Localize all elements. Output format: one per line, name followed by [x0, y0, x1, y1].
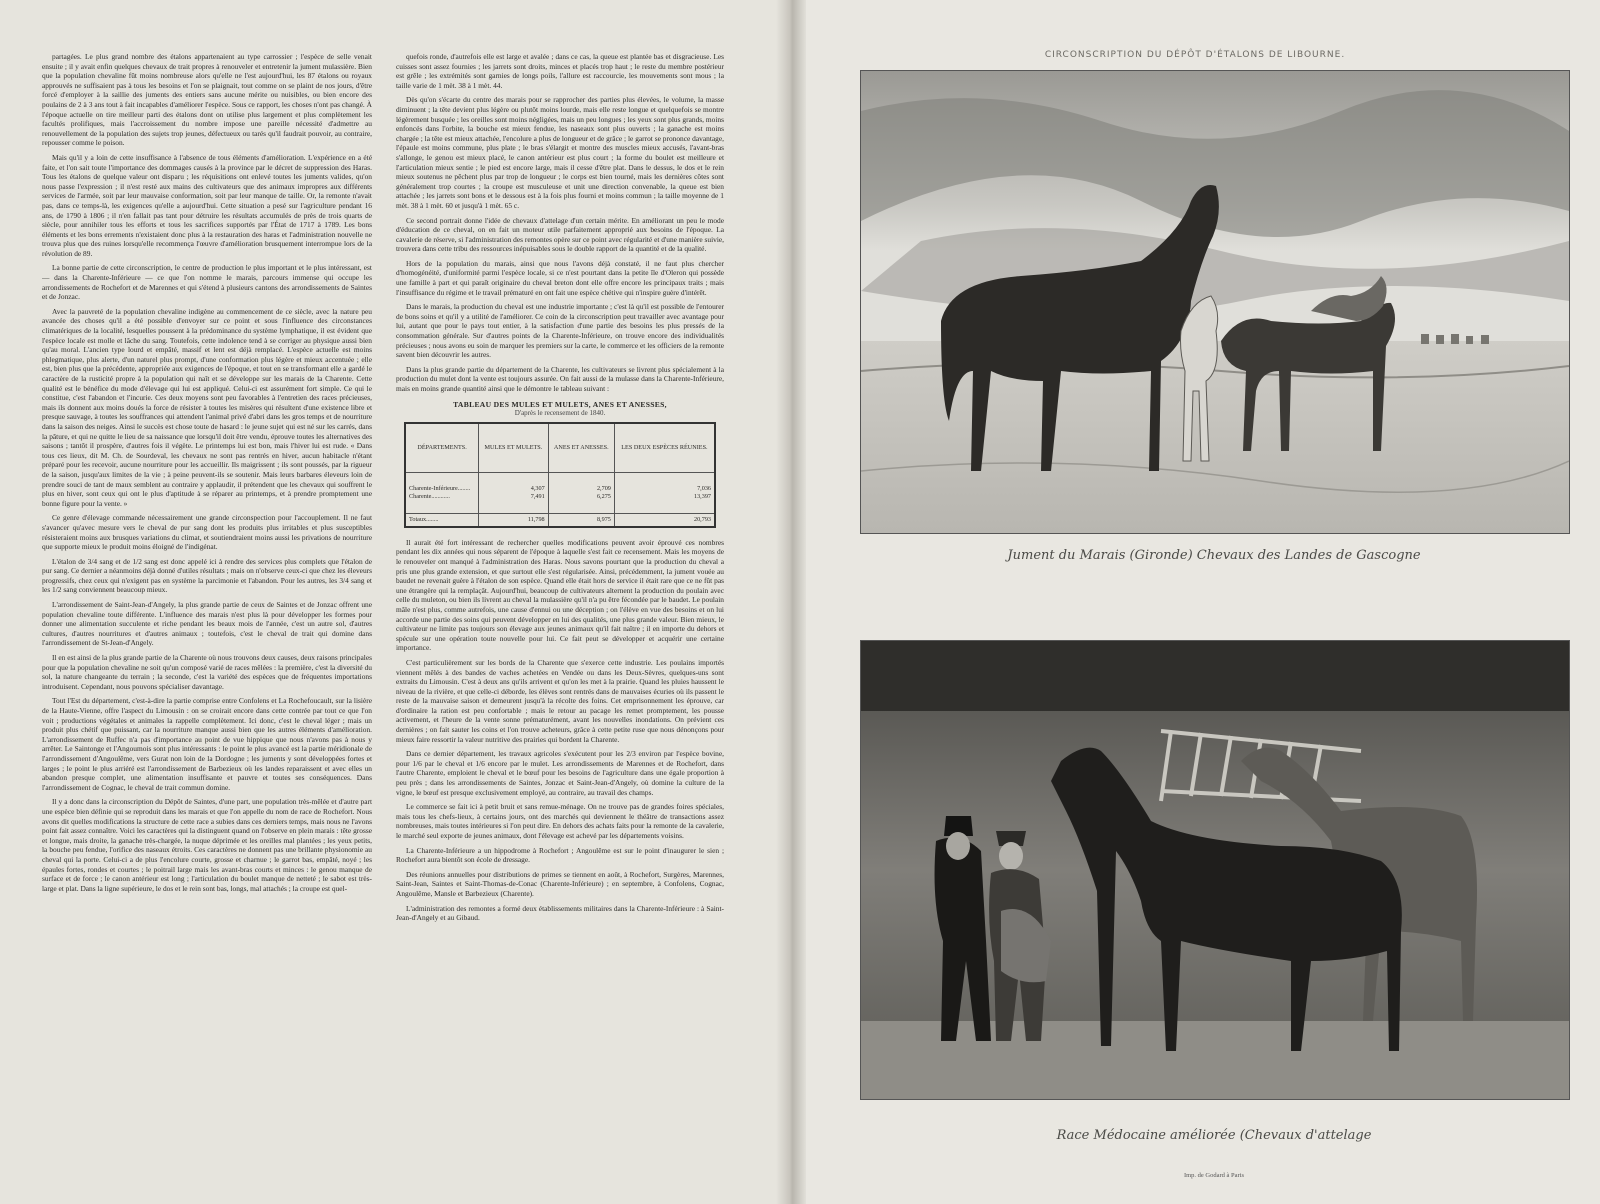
paragraph: Mais qu'il y a loin de cette insuffisance à l'absence de tous éléments d'amélioration. L'expérience en a été faite, et l'on sait toute l'importance des dommages causés à la province par le décret de suppression des Haras. Tous les étalons de quelque valeur ont disparu ; les réquisitions ont enlevé toutes les juments valides, qu'on nous passe l'expression ; il n'est resté aux mains des cultivateurs que des animaux impropres aux différents services de l'armée, soit par leur mauvaise conformation, soit par leur manque de taille. Or, la remonte n'avait pas, dans ce temps-là, les exigences qu'elle a aujourd'hui. Cette situation a pesé sur l'agriculture pendant 16 ans, de 1790 à 1806 ; il n'en fallait pas tant pour détruire les résultats accumulés de près de trois quarts de siècle, pour annihiler tous les efforts et tous les sacrifices supportés par l'État de 1717 à 1789. Les bons éléments et les bons errements n'existaient donc plus à la restauration des haras et l'administration nouvelle ne trouva plus que des ruines lorsqu'elle recommença l'œuvre d'amélioration brusquement interrompue lors de la révolution de 89. [42, 152, 372, 258]
paragraph: Tout l'Est du département, c'est-à-dire la partie comprise entre Confolens et La Rochefoucault, sur la lisière de la Haute-Vienne, offre l'aspect du Limousin : on se croirait encore dans cette contrée par tout ce que l'on voit ; productions végétales et animales la rappelle complètement. Ici donc, c'est le cheval léger ; mais un produit plus chétif que puissant, car la nourriture manque aussi bien que les autres éléments d'amélioration. L'arrondissement de Ruffec n'a pas d'importance au point de vue hippique que nous n'avons pas à nous y arrêter. Le Saintonge et l'Angoumois sont plus intéressants : le point le plus avancé est la partie méridionale de l'arrondissement d'Angoulême, vers Gurat non loin de la Dordogne ; les juments y sont développées fortes et larges ; le point le plus arriéré est l'arrondissement de Barbezieux où les landes reparaissent et avec elles un abandon presque complet, une alimentation insuffisante et pauvre et toutes ses conséquences. Dans l'arrondissement de Cognac, le cheval de trait commun domine. [42, 696, 372, 792]
text-column-left [42, 52, 372, 1142]
lithograph-illustration [861, 641, 1569, 1099]
paragraph: Ce second portrait donne l'idée de chevaux d'attelage d'un certain mérite. En améliorant un peu le mode d'éducation de ce cheval, on en fait un moteur utile parfaitement approprié aux besoins de l'époque. La cavalerie de réserve, si l'administration des remontes opère sur ce point avec régularité et d'une manière suivie, trouvera dans cette tribu des ressources inépuisables sous le double rapport de la quantité et de la qualité. [396, 215, 724, 254]
value: 4,307 [530, 484, 545, 492]
value: 11,798 [479, 513, 549, 527]
paragraph: L'étalon de 3/4 sang et de 1/2 sang est donc appelé ici à rendre des services plus complets que l'étalon de pur sang. Ce dernier a néanmoins déjà donné d'utiles résultats ; mais on n'observe ceux-ci que chez les éleveurs progressifs, chez ceux qui n'exigent pas en système la parcimonie et l'abandon. Pour les autres, les 3/4 sang et les 1/2 sang conviennent beaucoup mieux. [42, 556, 372, 595]
total-cell [614, 472, 715, 513]
table-row [405, 472, 715, 513]
value: 8,975 [548, 513, 614, 527]
paragraph: Dès qu'on s'écarte du centre des marais pour se rapprocher des parties plus élevées, le volume, la masse diminuent ; la tête devient plus légère ou plutôt moins lourde, mais elle reste longue et quelquefois se montre légèrement busquée ; les oreilles sont moins négligées, mais un peu longues ; les yeux sont plus grands, moins enfoncés dans l'orbite, la bouche est mieux fendue, les naseaux sont plus ouverts ; la ganache est moins chargée ; la tête est mieux attachée, l'encolure a plus de longueur et de grâce ; le garrot se prononce davantage, l'épaule est moins commune, plus plate ; le bras s'élargit et montre des muscles mieux accusés, l'avant-bras s'allonge, le genou est mieux placé, le canon antérieur est plus court ; la forme du boulet est meilleure et l'articulation mieux sentie ; le pied est encore large, mais il cesse d'être plat. Dans le dessus, le dos et le rein mieux soutenus ne pêchent plus par trop de longueur ; le corps est bien tourné, mais les dernières côtes sont généralement trop courtes ; la croupe est musculeuse et unit une direction convenable, la queue est bien attachée ; les jarrets sont bons et le dessous est à la fois plus fourni et moins commun ; la taille moyenne de 1 mèt. 38 à 1 mèt. 60 et jusqu'à 1 mèt. 65 c. [396, 95, 724, 210]
plate-caption: Jument du Marais (Gironde) Chevaux des Landes de Gascogne [1007, 548, 1421, 563]
paragraph: Il y a donc dans la circonscription du Dépôt de Saintes, d'une part, une population très-mêlée et d'autre part une espèce bien définie qui se reproduit dans les marais et que l'on appelle du nom de race de Rochefort. Nous avons dit quelles modifications la structure de cette race a subies dans ces derniers temps, mais nous ne l'avons point fait assez connaître. Voici les caractères qui la distinguent quand on l'observe en plein marais : tête grosse et longue, mais droite, la ganache très-chargée, la nuque déprimée et les oreilles mal plantées ; les yeux petits, la bouche peu fendue, l'orifice des naseaux étroits. Ces caractères ne donnent pas une brillante physionomie au cheval qui la porte. Celui-ci a de plus l'encolure courte, grosse et charnue ; le garrot bas, empâté, noyé ; les épaules fortes, rondes et courtes ; le poitrail large mais les avant-bras courts et minces : le genou manque de surface et de force ; le canon antérieur est long ; l'articulation du boulet manque de netteté ; le sabot est très-large et plat. Dans la ligne supérieure, le dos et le rein sont bas, longs, mal attachés ; la croupe est quel- [42, 797, 372, 893]
printer-imprint: Imp. de Godard à Paris [1183, 1172, 1245, 1179]
lithograph-plate-mares [860, 70, 1570, 534]
value: 6,275 [596, 492, 611, 500]
plate-caption: Race Médocaine améliorée (Chevaux d'attelage [1056, 1128, 1372, 1143]
column-header: ANES ET ANESSES. [548, 423, 614, 473]
paragraph: Dans ce dernier département, les travaux agricoles s'exécutent pour les 2/3 environ par l'espèce bovine, pour 1/6 par le cheval et 1/6 encore par le mulet. Les arrondissements de Marennes et de Rochefort, dans l'autre Charente, emploient le cheval et le bœuf pour les besoins de l'agriculture dans une égale proportion à peu près ; dans les arrondissements de Saintes, Jonzac et Saint-Jean-d'Angely, où domine la culture de la vigne, le bœuf est presque exclusivement employé, au contraire, au travail des champs. [396, 749, 724, 797]
department-cell: Charente-Inférieure........ Charente............ [405, 472, 479, 513]
paragraph: La Charente-Inférieure a un hippodrome à Rochefort ; Angoulême est sur le point d'inaugurer le sien ; Rochefort aura bientôt son école de dressage. [396, 845, 724, 865]
left-page [0, 0, 790, 1204]
table-header-row [405, 423, 715, 473]
paragraph: L'arrondissement de Saint-Jean-d'Angely, la plus grande partie de ceux de Saintes et de Jonzac offrent une population chevaline toute différente. L'influence des marais n'est plus là pour développer les formes pour donner une alimentation succulente et riche pendant les beaux mois de l'année, c'est un autre sol, d'autres cultures, d'autres nourritures et d'autres animaux ; toutefois, c'est le cheval de trait qui domine dans l'arrondissement de St-Jean-d'Angely. [42, 600, 372, 648]
lithograph-illustration [861, 71, 1569, 533]
lithograph-plate-carriage-horses [860, 640, 1570, 1100]
paragraph: Ce genre d'élevage commande nécessairement une grande circonspection pour l'accouplement. Il ne faut s'avancer qu'avec mesure vers le cheval de pur sang dont les produits plus irritables et plus susceptibles résisteraient moins aux brusques variations du climat, et soutiendraient moins aussi les privations de nourriture que supporte mieux le produit moins éloigné de l'indigénat. [42, 513, 372, 552]
paragraph: Il aurait été fort intéressant de rechercher quelles modifications peuvent avoir éprouvé ces nombres pendant les dix années qui nous séparent de l'époque à laquelle s'est fait ce recensement. Mais les moyens de le renouveler ont manqué à l'administration des Haras. Nous savons pourtant que la production du cheval a pris une plus grande extension, et que surtout elle s'est régularisée. Ainsi, précédemment, la jument vouée au baudet ne revenait guère à l'étalon de son espèce. Quand elle était hors de service il était rare que ce ne fût pas une étrangère qui la remplaçât. Aujourd'hui, beaucoup de cultivateurs alternent la production du poulain avec celle du muleton, ou bien ils livrent au cheval la mulassière qu'il n'a pu être fécondée par le baudet. Le poulain mâle n'est plus, comme autrefois, une cause d'ennui ou une déception ; on l'élève en vue des besoins et on lui accorde une partie des soins qui peuvent développer en lui des qualités, une plus grande valeur. Bien mieux, le cultivateur ne limite pas toujours son élevage aux jeunes animaux qu'il fait naître ; il en importe du dehors et spécule sur une opération toute nouvelle pour lui. Ce fait peut se développer et acquérir une certaine importance. [396, 537, 724, 653]
paragraph: partagées. Le plus grand nombre des étalons appartenaient au type carrossier ; l'espèce de selle venait ensuite ; il y avait enfin quelques chevaux de trait propres à renouveler et entretenir la jument mulassière. Bien que la population chevaline fût moins nombreuse alors qu'elle ne l'est aujourd'hui, les 87 étalons ou royaux approuvés ne suffisaient pas à tous les besoins et l'on se plaignait, tout comme on se plaint de nos jours, d'être forcé d'employer à la saillie des juments des entiers sans aucune mérite ou nuisibles, ou bien encore des poulains de 2 à 3 ans tout à fait incapables d'améliorer l'espèce. Sous ce rapport, les choses n'ont pas changé. À l'époque actuelle on tire meilleur parti des étalons dont on utilise plus largement et plus complètement les facultés prolifiques, mais l'accroissement du nombre impose une pareille nécessité d'admettre au renouvellement de la population des sujets trop jeunes, défectueux ou tarés qu'il faudrait pouvoir, au contraire, repousser comme le poison. [42, 52, 372, 148]
totals-label: Totaux........ [405, 513, 479, 527]
running-header: CIRCONSCRIPTION DU DÉPÔT D'ÉTALONS DE LIBOURNE. [1044, 50, 1346, 60]
paragraph: Dans le marais, la production du cheval est une industrie importante ; c'est là qu'il est possible de l'entourer de bons soins et qu'il y a utilité de l'améliorer. Ce coin de la circonscription peut travailler avec avantage pour lui, autant que pour le pays tout entier, à la satisfaction d'une partie des besoins les plus pressés de la consommation générale. Sur d'autres points de la Charente-Inférieure, on trouve encore des individualités précieuses ; nous avons eu soin de marquer les premiers sur la carte, le commerce et les officiers de la remonte savent bien découvrir les autres. [396, 302, 724, 360]
paragraph: Des réunions annuelles pour distributions de primes se tiennent en août, à Rochefort, Surgères, Marennes, Saint-Jean, Saintes et Saint-Thomas-de-Conac (Charente-Inférieure) ; en septembre, à Confolens, Cognac, Angoulême, Mansle et Barbezieux (Charente). [396, 869, 724, 898]
department-name: Charente-Inférieure [409, 484, 458, 492]
column-header: DÉPARTEMENTS. [405, 423, 479, 473]
paragraph: C'est particulièrement sur les bords de la Charente que s'exerce cette industrie. Les poulains importés viennent mêlés à des bandes de vaches achetées en Vendée ou dans les Deux-Sèvres, quelques-uns sont extraits du Limousin. C'est à deux ans qu'ils arrivent et qu'on les met à la prairie. Quand les pluies haussent le niveau de la rivière, et que celle-ci déborde, les élèves sont rentrés dans de mauvaises écuries où ils passent le reste de la mauvaise saison et demeurent jusqu'à la récolte des foins. Cet emprisonnement les éprouve, car d'ordinaire la ration est peu confortable ; mais le retour au pacage les remet promptement, les pousse activement, et l'heure de la vente sonne prématurément, avant les nouvelles inondations. On prévient ces dernières ; on fait sauter les coins et l'on trouve acheteurs, grâce à cette petite ruse que nous dénonçons pour mieux faire ressortir la valeur nutritive des prairies qui bordent la Charente. [396, 657, 724, 744]
value: 20,793 [614, 513, 715, 527]
statistics-table [404, 422, 716, 528]
mules-cell [479, 472, 549, 513]
paragraph: Dans la plus grande partie du département de la Charente, les cultivateurs se livrent plus spécialement à la production du mulet dont la vente est toujours assurée. On fait aussi de la mulasse dans la Charente-Inférieure, mais en moins grande quantité ainsi que le démontre le tableau suivant : [396, 364, 724, 393]
table-title: TABLEAU DES MULES ET MULETS, ANES ET ANESSES, [453, 399, 667, 409]
paragraph: L'administration des remontes a formé deux établissements militaires dans la Charente-Inférieure : à Saint-Jean-d'Angely et au Gibaud. [396, 903, 724, 923]
text-column-right [396, 52, 724, 1132]
anes-cell [548, 472, 614, 513]
table-totals-row [405, 513, 715, 527]
paragraph: La bonne partie de cette circonscription, le centre de production le plus important et le plus intéressant, est — dans la Charente-Inférieure — ce que l'on nomme le marais, parcours immense qui occupe les arrondissements de Rochefort et de Marennes et qui s'étend à plusieurs cantons des arrondissements de Saintes et de Jonzac. [42, 263, 372, 302]
paragraph: Le commerce se fait ici à petit bruit et sans remue-ménage. On ne trouve pas de grandes foires spéciales, mais tous les chefs-lieux, à certains jours, ont des marchés qui deviennent le théâtre de transactions assez nombreuses, mais toutes intérieures si l'on peut dire. En dehors des achats faits pour la remonte de la cavalerie, le marché seul exporte de jeunes animaux, dont l'élevage est achevé par les départements voisins. [396, 802, 724, 840]
value: 7,491 [530, 492, 545, 500]
totals-label-text: Totaux [409, 515, 427, 523]
value: 7,036 [697, 484, 711, 492]
column-header: MULES ET MULETS. [479, 423, 549, 473]
value: 13,397 [693, 492, 711, 500]
paragraph: quefois ronde, d'autrefois elle est large et avalée ; dans ce cas, la queue est plantée bas et disgracieuse. Les cuisses sont assez fournies ; les jarrets sont droits, minces et placés trop haut ; le reste du membre postérieur est grêle ; les extrémités sont garnies de longs poils, l'allure est raccourcie, les mouvements sont mous ; la taille varie de 1 mèt. 38 à 1 mèt. 44. [396, 52, 724, 90]
paragraph: Il en est ainsi de la plus grande partie de la Charente où nous trouvons deux causes, deux raisons principales pour que la population chevaline ne soit qu'un composé varié de races mêlées : la première, c'est la diversité du sol, la nature changeante du terrain ; la seconde, c'est la variété des espèces que de fréquentes importations introduisent. Cependant, nous pouvons spécialiser davantage. [42, 653, 372, 691]
table-subtitle: D'après le recensement de 1840. [514, 409, 606, 418]
department-name: Charente [409, 492, 432, 500]
value: 2,709 [596, 484, 611, 492]
book-gutter [776, 0, 806, 1204]
column-header: LES DEUX ESPÈCES RÉUNIES. [614, 423, 715, 473]
paragraph: Avec la pauvreté de la population chevaline indigène au commencement de ce siècle, avec la nature peu avancée des choses qu'il a été possible d'envoyer sur ce point et sous l'influence des circonstances climatériques de la localité, lesquelles poussent à la prédominance du système lymphatique, il est évident que l'espèce locale est molle et lâche du sang. Toutefois, cette indolence tend à se corriger au physique aussi bien qu'au moral. L'ancien type lourd et empâté, massif et lent est déjà remplacé. L'espèce actuelle est moins phlegmatique, plus alerte, d'un naturel plus prompt, d'une conformation plus légère et mieux accentuée ; elle est, bien plus que la précédente, appropriée aux exigences de l'époque, et tout en se transformant elle a gardé le caractère de la rusticité propre à la population qui naît et se développe sur les marais de la Charente. Cette qualité est le bénéfice du mode d'élevage qui lui est appliqué. Celui-ci est assurément fort simple. Ce qui le constitue, c'est l'abandon et l'incurie. Ces deux moyens sont peu favorables à l'entretien des races précieuses, mais ils donnent aux moins doués la force de résister à toutes les misères qui résultent d'une existence libre et presque sauvage, à toutes les souffrances qui attendent l'animal privé d'abri dans les gros temps et de nourriture dans la saison des neiges. Ainsi le succès est chose toute de hasard : le jeune sujet qui est né sur les carrés, dans la pâture, et qui ne quitte le lieu de sa naissance que lorsqu'il doit être vendu, éprouve toutes les alternatives des saisons ; tantôt il prospère, d'autres fois il végète. Le printemps lui est bon, mais l'hiver lui est rude. « Dans tous ces lieux, dit M. Ch. de Sourdeval, les chevaux ne sont pas rentrés en hiver, aucun habitacle n'étant préparé pour les recevoir, aucune nourriture pour les accueillir. Ils maigrissent ; ils sont poussés, par la rigueur de la saison, jusqu'aux limites de la vie ; à peine peuvent-ils se soutenir. Mais leurs barbares éleveurs loin de prendre souci de tant de maux semblent au contraire y applaudir, il prétendent que les chevaux qui souffrent le plus en hiver, sont ceux qui ont le plus d'aptitude à se réparer au printemps, et à prendre promptement une bonne figure pour la vente. » [42, 306, 372, 508]
paragraph: Hors de la population du marais, ainsi que nous l'avons déjà constaté, il ne faut plus chercher d'homogénéité, d'uniformité parmi l'espèce locale, si ce n'est pourtant dans la petite île d'Oleron qui possède une famille à part et qui paraît originaire du cheval breton dont elle offre encore les principaux traits ; mais l'insuffisance du régime et le travail prématuré en ont fait une espèce chétive qui n'inspire guère d'intérêt. [396, 258, 724, 297]
statistics-table-block [396, 400, 724, 528]
